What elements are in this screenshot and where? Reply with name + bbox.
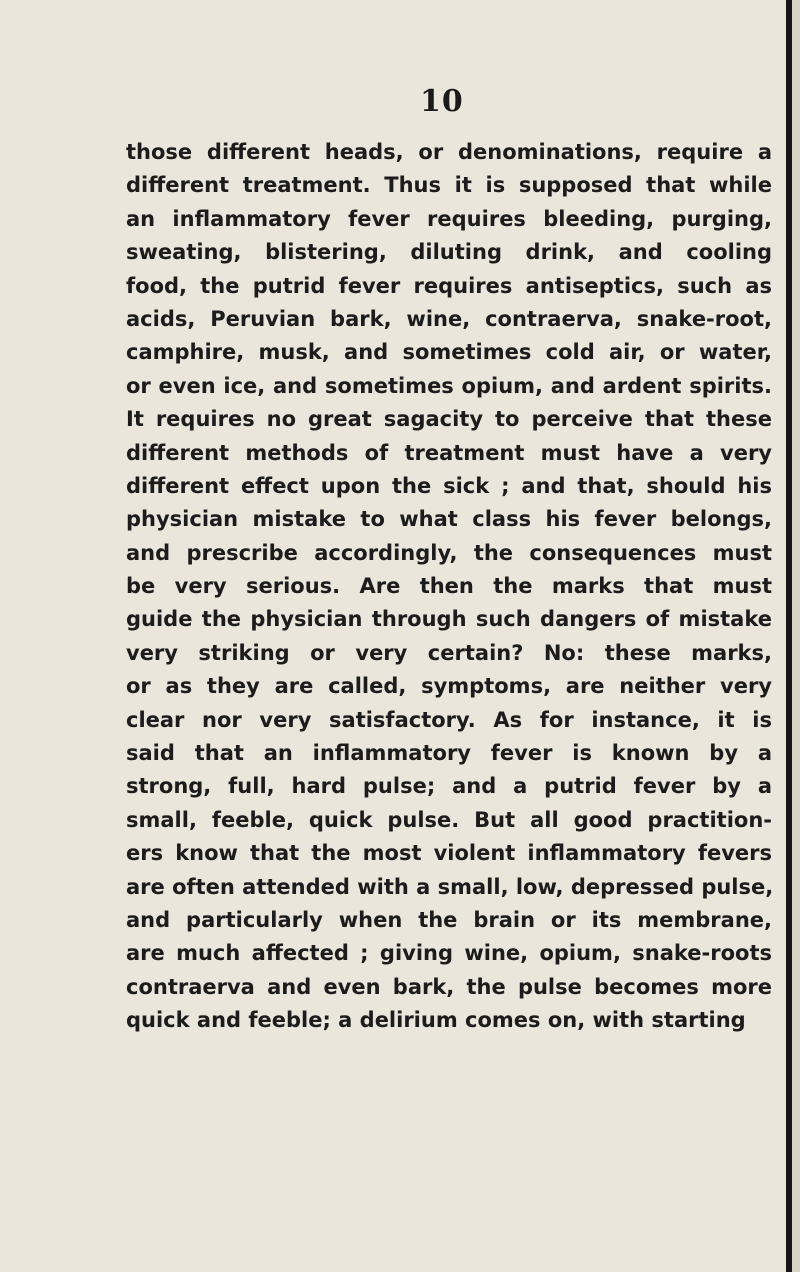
text-line: quick and feeble; a delirium comes on, with starting [126, 1008, 746, 1033]
page-number: 10 [420, 84, 464, 119]
text-line: acids, Peruvian bark, wine, contraerva, snake-root, [126, 306, 772, 331]
text-line: It requires no great sagacity to perceive that these [126, 407, 772, 432]
page-edge [792, 0, 800, 1272]
text-line: different effect upon the sick ; and that, should his [126, 473, 772, 498]
text-line: different treatment. Thus it is supposed that while [126, 173, 772, 198]
text-line: are much affected ; giving wine, opium, snake-roots [126, 941, 772, 966]
text-line: said that an inflammatory fever is known by a [126, 741, 772, 766]
body-text [126, 136, 772, 1038]
text-line: sweating, blistering, diluting drink, and cooling [126, 240, 772, 265]
text-line: guide the physician through such dangers of mistake [126, 607, 772, 632]
text-line: food, the putrid fever requires antiseptics, such as [126, 273, 772, 298]
text-line: and prescribe accordingly, the consequences must [126, 540, 772, 565]
text-line: strong, full, hard pulse; and a putrid fever by a [126, 774, 772, 799]
text-line: ers know that the most violent inflammatory fevers [126, 841, 772, 866]
text-line: different methods of treatment must have a very [126, 440, 772, 465]
text-line: physician mistake to what class his fever belongs, [126, 507, 772, 532]
text-line: those different heads, or denominations, require a [126, 140, 772, 164]
text-line: be very serious. Are then the marks that must [126, 574, 772, 599]
text-line: or as they are called, symptoms, are neither very [126, 674, 772, 699]
text-line: small, feeble, quick pulse. But all good practition- [126, 807, 772, 832]
text-line: and particularly when the brain or its membrane, [126, 907, 772, 932]
text-line: camphire, musk, and sometimes cold air, or water, [126, 340, 772, 365]
text-line: clear nor very satisfactory. As for instance, it is [126, 707, 772, 732]
text-line: are often attended with a small, low, depressed pulse, [126, 874, 774, 899]
text-line: very striking or very certain? No: these marks, [126, 640, 772, 665]
text-line: or even ice, and sometimes opium, and ardent spirits. [126, 373, 772, 398]
text-line: contraerva and even bark, the pulse becomes more [126, 974, 772, 999]
text-line: an inflammatory fever requires bleeding, purging, [126, 206, 772, 231]
